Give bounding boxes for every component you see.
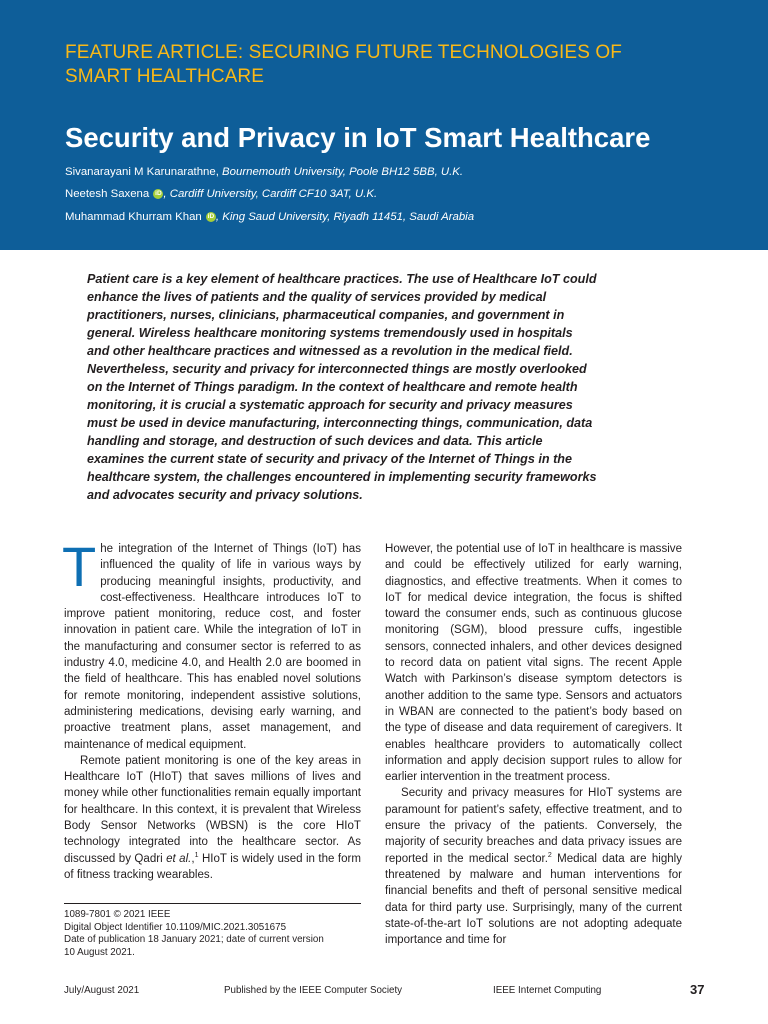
author-name: Neetesh Saxena [65, 188, 150, 200]
paragraph [62, 535, 361, 753]
author-name: Sivanarayani M Karunarathne, [65, 166, 219, 178]
body-column-left [62, 535, 361, 883]
paragraph-text: HIoT is widely used in the form of fitness tracking wearables. [64, 852, 361, 881]
feature-kicker [65, 41, 705, 89]
paragraph: Remote patient monitoring is one of the key areas in Healthcare IoT (HIoT) that saves millions of lives and money while other functionalities remain equally important for healthcare. In this context, it is prevalent that Wireless Body Sensor Networks (WBSN) is the core HIoT technology integrated into the healthcare sector. As discussed by Qadri et al.,$^1$ HIoT is widely used in the form of fitness tracking wearables. [64, 754, 361, 881]
kicker-line-1: FEATURE ARTICLE: SECURING FUTURE TECHNOLOGIES OF [65, 42, 622, 63]
paragraph-text: However, the potential use of IoT in healthcare is massive and could be effectively utilized for early warning, diagnostics, and effective treatments. When it comes to IoT for medical device integration, the focus is shifted toward the consumer ends, such as continuous glucose monitoring (SGM), blood pressure cuffs, ingestible sensors, connected inhalers, and other devices designed to record data on patient vital signs. The recent Apple Watch with Parkinson’s disease symptom detectors is another addition to the same type. Sensors and actuators in WBAN are connected to the patient’s body based on the type of disease and data requirement of caregivers. It enables healthcare providers to automatically collect information and apply decision support rules to allow for earlier intervention in the treatment process. [385, 543, 682, 784]
header-banner [0, 0, 768, 250]
author-name: Muhammad Khurram Khan [65, 211, 202, 223]
paragraph-text: Security and privacy measures for HIoT systems are paramount for patient’s safety, effective treatment, and to ensure the privacy of the patients. Conversely, the majority of security breaches and data privacy issues are reported in the medical sector. [385, 787, 682, 865]
paragraph-text: Medical data are highly threatened by malware and human interventions for financial benefits and theft of personal sensitive medical data for third party use. Surprisingly, many of the current state-of-the-art IoT solutions are not adopting adequate importance and time for [385, 852, 683, 947]
footnote-divider [64, 903, 361, 904]
author-affiliation: , King Saud University, Riyadh 11451, Saudi Arabia [215, 211, 475, 223]
reference-link[interactable]: 1 [194, 851, 199, 859]
paragraph-text: Remote patient monitoring is one of the key areas in Healthcare IoT (HIoT) that saves millions of lives and money while other functionalities remain equally important for healthcare. In this context, it is prevalent that Wireless Body Sensor Networks (WBSN) is the core HIoT technology integrated into the healthcare sector. As discussed by Qadri [64, 754, 361, 865]
author-affiliation: Bournemouth University, Poole BH12 5BB, U.K. [222, 166, 464, 178]
kicker-line-2: SMART HEALTHCARE [65, 66, 265, 87]
paragraph [385, 785, 682, 948]
orcid-icon[interactable]: iD [207, 213, 215, 220]
footer-publisher: Published by the IEEE Computer Society [224, 985, 403, 996]
copyright-line: 1089-7801 © 2021 IEEE [64, 909, 171, 920]
publication-date-line: 10 August 2021. [64, 946, 135, 958]
et-al: et al. [166, 852, 192, 865]
author-affiliation: , Cardiff University, Cardiff CF10 3AT, U.K. [163, 188, 378, 200]
author-line-1 [65, 165, 463, 179]
reference-link[interactable]: 2 [547, 851, 552, 859]
orcid-icon[interactable]: iD [155, 190, 162, 197]
article-title: Security and Privacy in IoT Smart Healthcare [65, 122, 651, 153]
paragraph-text: he integration of the Internet of Things (IoT) has influenced the quality of life in various ways by producing meaningful insights, productivity, and cost-effectiveness. Healthcare introduces IoT to improve patient monitoring, reduce cost, and foster innovation in patient care. While the integration of IoT in the manufacturing and consumer sector is referred to as industry 4.0, medicine 4.0, and Health 2.0 are boomed in the field of healthcare. This has enabled novel solutions for remote monitoring, independent assistive solutions, administering medications, devising early warning, and proactive treatment plans, asset management, and maintenance of medical equipment. [64, 543, 361, 751]
publication-date-line: Date of publication 18 January 2021; date of current version [64, 934, 324, 945]
page-number: 37 [690, 982, 705, 997]
author-line-2 [65, 187, 377, 201]
abstract: Patient care is a key element of healthcare practices. The use of Healthcare IoT could enhance the lives of patients and the quality of services provided by medical practitioners, nurses, clinicians, pharmaceutical companies, and government in general. Wireless healthcare monitoring systems tremendously used in hospitals and other healthcare practices and witnessed as a revolution in the medical field. Nevertheless, security and privacy for interconnected things are mostly overlooked on the Internet of Things paradigm. In the context of healthcare and remote health monitoring, it is crucial a systematic approach for security and privacy measures must be used in device manufacturing, interconnecting things, communication, data handling and storage, and destruction of such devices and data. This article examines the current state of security and privacy of the Internet of Things in the healthcare system, the challenges encountered in implementing security frameworks and advocates security and privacy solutions. [87, 272, 597, 502]
body-column-right [385, 541, 682, 948]
footer-journal: IEEE Internet Computing [493, 985, 602, 996]
footer-date: July/August 2021 [64, 985, 140, 996]
doi-line[interactable]: Digital Object Identifier 10.1109/MIC.2021.3051675 [64, 921, 287, 933]
drop-cap: T [62, 535, 97, 598]
paragraph [385, 541, 682, 785]
author-line-3 [65, 210, 474, 224]
footnote [64, 909, 364, 959]
